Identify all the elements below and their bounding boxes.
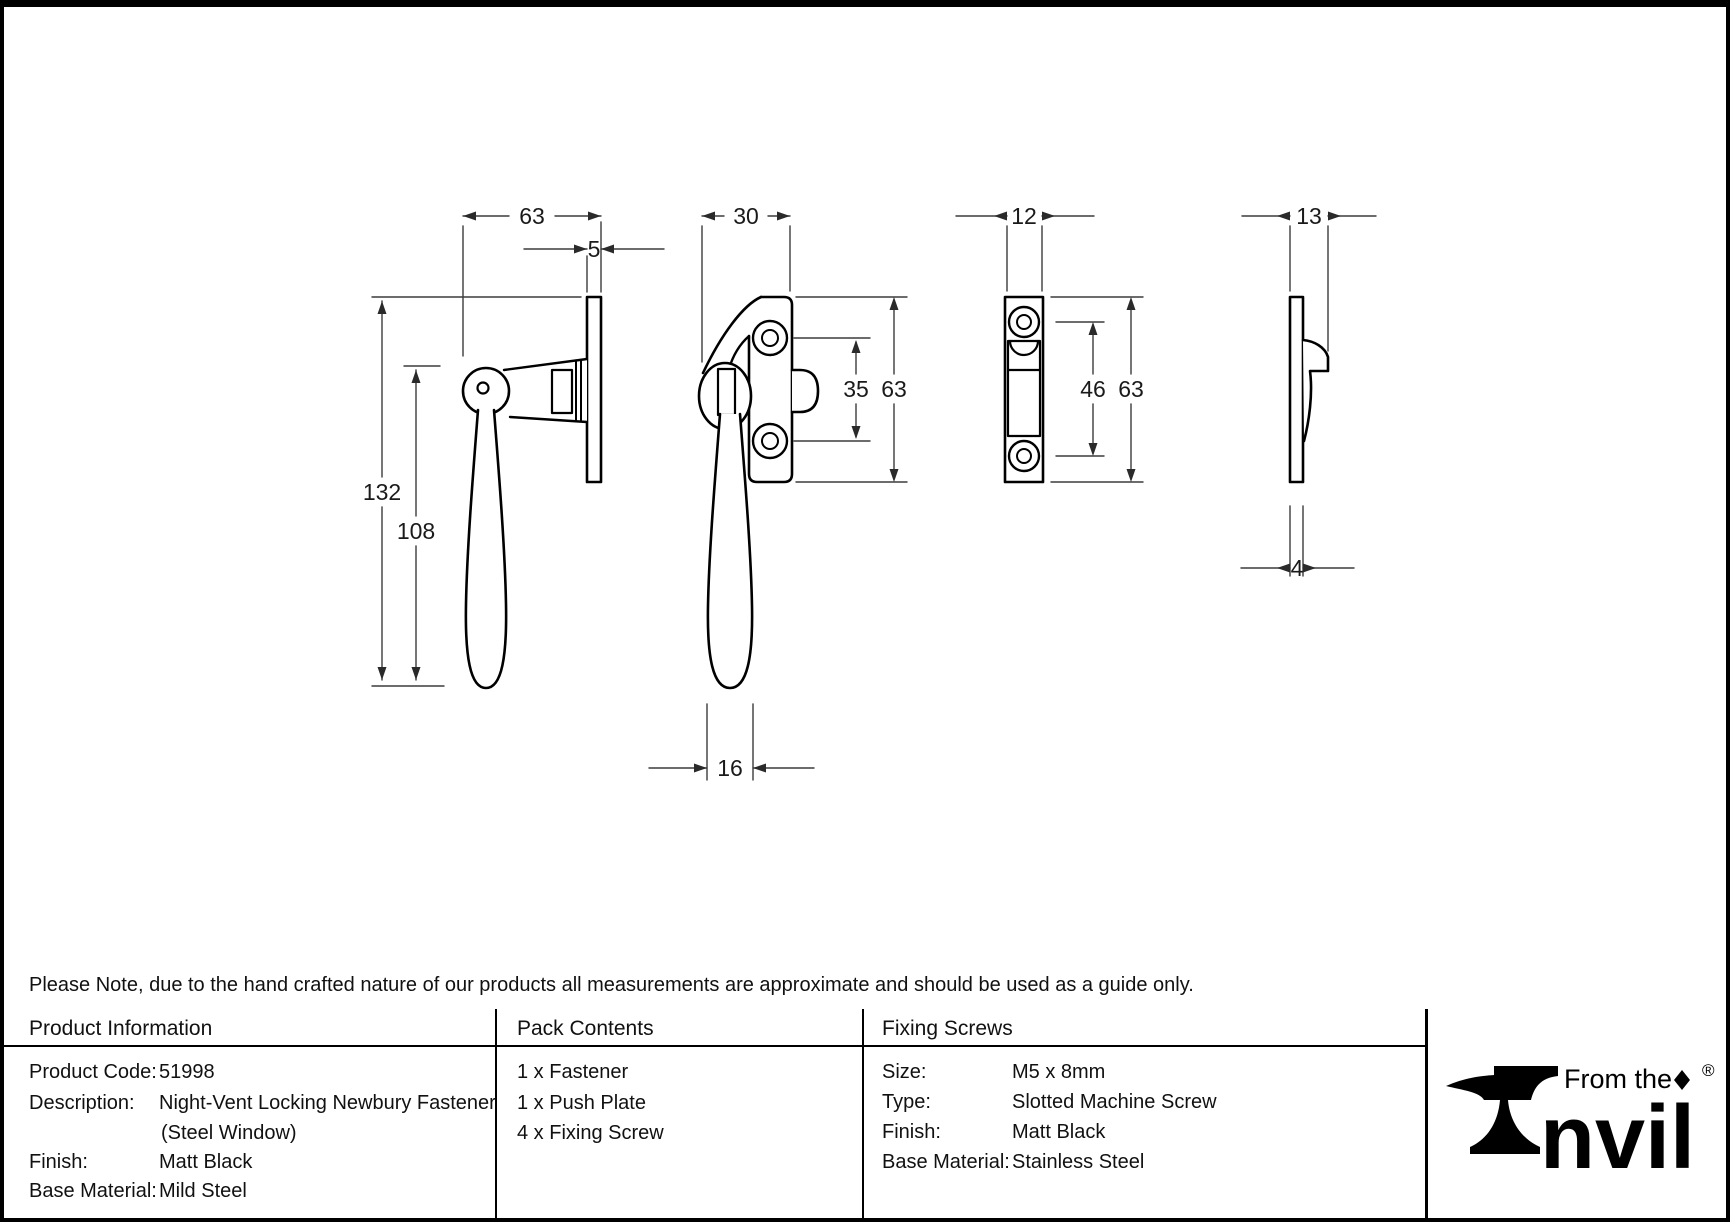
dim-v3-plate-height: 63	[1118, 376, 1144, 402]
push-plate-latch-ramp	[1303, 340, 1328, 441]
dim-v2-plate-height: 63	[881, 376, 907, 402]
screw-finish-value: Matt Black	[1012, 1121, 1106, 1143]
column-border	[862, 1009, 864, 1222]
front-view-cam-slot	[718, 369, 735, 415]
pack-item: 4 x Fixing Screw	[517, 1122, 664, 1144]
finish-label: Finish:	[29, 1151, 88, 1173]
description-label: Description:	[29, 1092, 135, 1114]
description-value: Night-Vent Locking Newbury Fastener	[159, 1092, 496, 1114]
dim-v1-overall-length: 132	[362, 479, 402, 505]
diamond-icon	[1674, 1070, 1690, 1090]
product-code-label: Product Code:	[29, 1061, 157, 1083]
side-view-handle	[466, 410, 506, 688]
pack-item: 1 x Fastener	[517, 1061, 629, 1083]
dim-v1-handle-length: 108	[396, 518, 436, 544]
dim-v3-screw-centres: 46	[1080, 376, 1106, 402]
side-view-cam-block	[552, 370, 572, 413]
from-the-anvil-logo	[1436, 1050, 1726, 1210]
dim-v1-plate-thickness: 5	[587, 236, 601, 262]
dim-v4-plate-thickness: 4	[1290, 555, 1304, 581]
push-plate-side-view	[1241, 203, 1376, 581]
dim-v1-width: 63	[519, 203, 545, 229]
base-material-label: Base Material:	[29, 1180, 157, 1202]
fastener-side-view	[363, 203, 664, 688]
technical-drawing	[4, 4, 1730, 949]
dim-v4-width: 13	[1296, 203, 1322, 229]
screw-type-value: Slotted Machine Screw	[1012, 1091, 1217, 1113]
finish-value: Matt Black	[159, 1151, 253, 1173]
description-value-2: (Steel Window)	[161, 1122, 297, 1144]
measurement-note: Please Note, due to the hand crafted nature of our products all measurements are approximate and should be used as a guide only.	[29, 974, 1194, 996]
screw-type-label: Type:	[882, 1091, 931, 1113]
logo-brand-text: nvil	[1540, 1088, 1696, 1188]
header-bottom-border	[4, 1045, 1425, 1047]
front-view-latch-nose	[792, 370, 818, 412]
push-plate-side-bar	[1290, 297, 1303, 482]
push-plate-front-view	[956, 203, 1144, 482]
logo-tagline: From the	[1564, 1064, 1673, 1094]
pack-item: 1 x Push Plate	[517, 1092, 646, 1114]
fixing-screws-header: Fixing Screws	[882, 1017, 1013, 1040]
product-information-header: Product Information	[29, 1017, 213, 1040]
screw-size-label: Size:	[882, 1061, 927, 1083]
screw-size-value: M5 x 8mm	[1012, 1061, 1106, 1083]
screw-finish-label: Finish:	[882, 1121, 941, 1143]
dim-v2-width: 30	[733, 203, 759, 229]
screw-base-material-label: Base Material:	[882, 1151, 1010, 1173]
front-view-handle	[708, 414, 752, 688]
registered-mark: ®	[1702, 1061, 1715, 1080]
fastener-front-view	[649, 203, 907, 781]
side-view-backplate	[587, 297, 601, 482]
dim-v3-width: 12	[1011, 203, 1037, 229]
side-view-pivot-hole	[478, 383, 489, 394]
product-code-value: 51998	[159, 1061, 215, 1083]
pack-contents-header: Pack Contents	[517, 1017, 654, 1040]
column-border	[1425, 1009, 1428, 1222]
table-top-border	[4, 4, 1726, 7]
base-material-value: Mild Steel	[159, 1180, 247, 1202]
dim-v2-handle-tip-width: 16	[717, 755, 743, 781]
screw-base-material-value: Stainless Steel	[1012, 1151, 1145, 1173]
dim-v2-screw-centres: 35	[843, 376, 869, 402]
